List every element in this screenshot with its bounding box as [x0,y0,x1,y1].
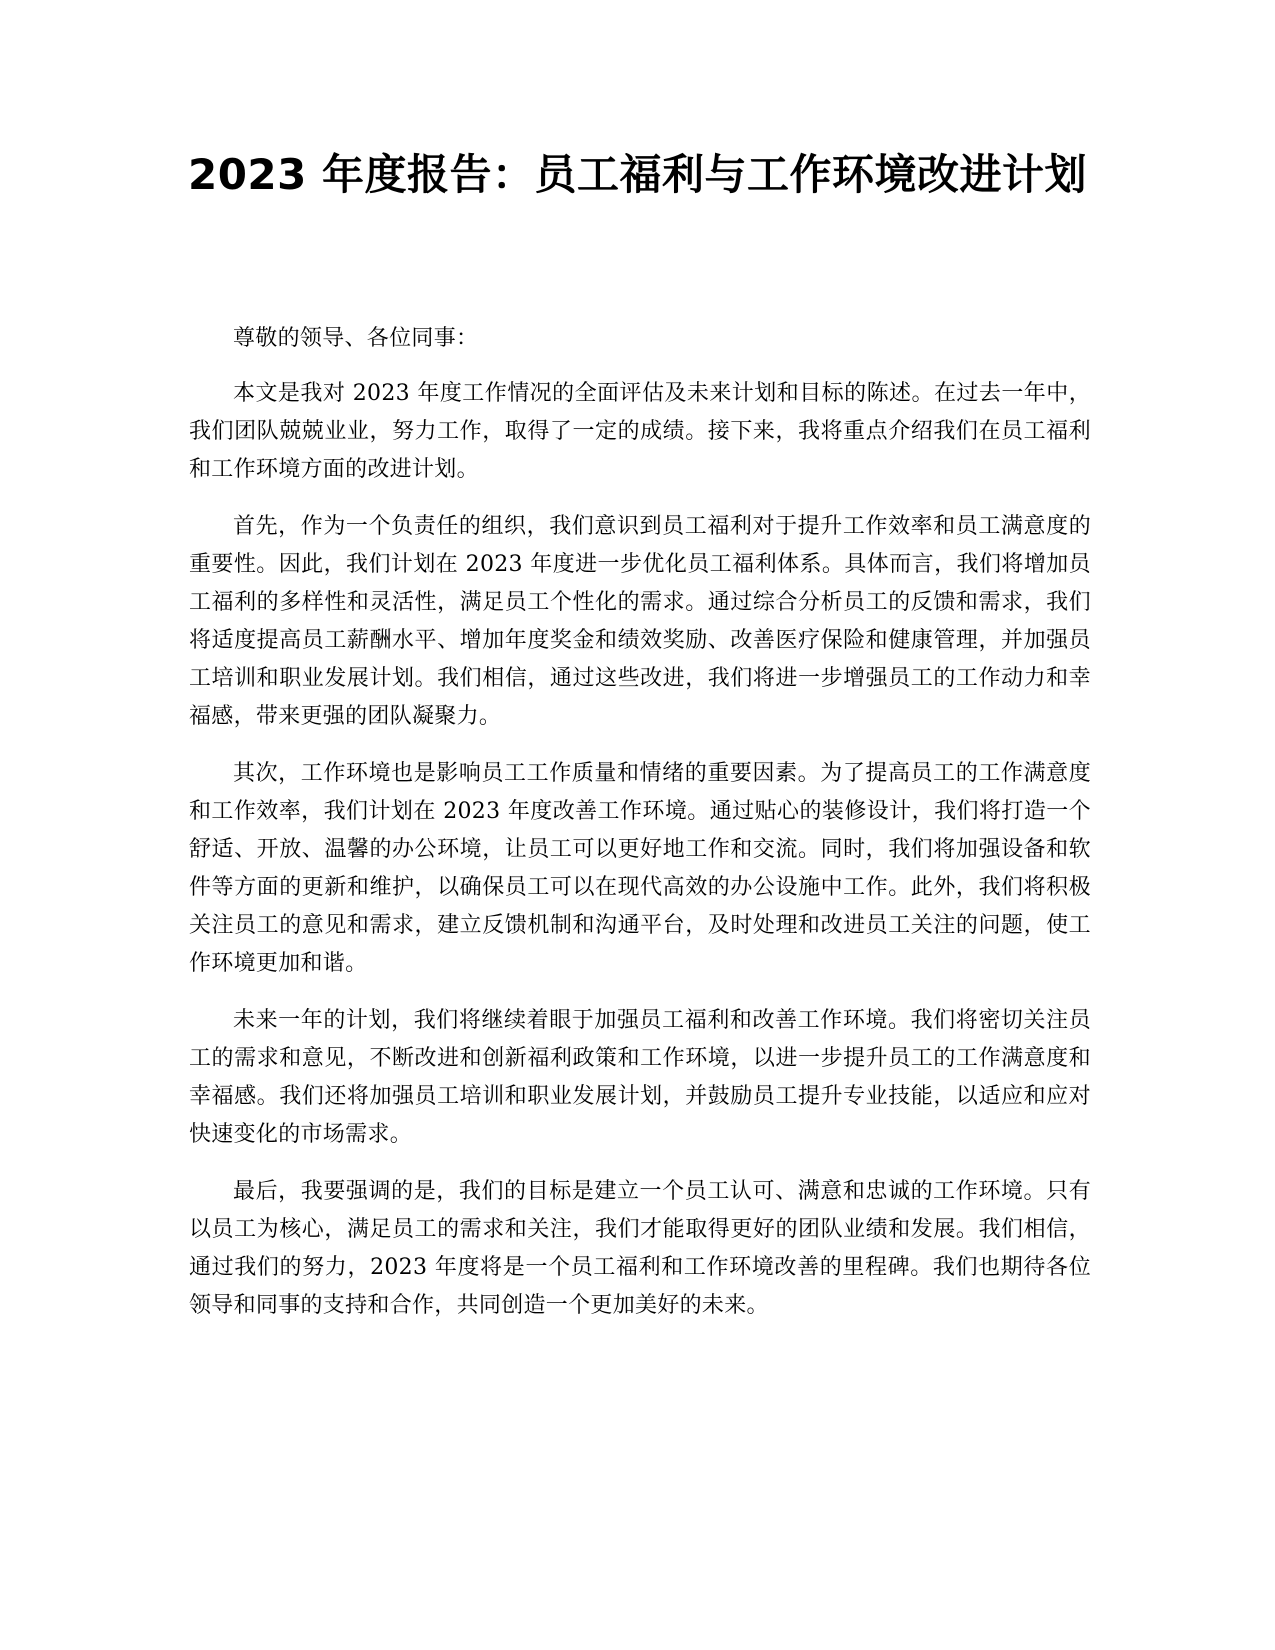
environment-paragraph: 其次，工作环境也是影响员工工作质量和情绪的重要因素。为了提高员工的工作满意度和工作效率，我们计划在 2023 年度改善工作环境。通过贴心的装修设计，我们将打造一个舒适、开放、温馨的办公环境，让员工可以更好地工作和交流。同时，我们将加强设备和软件等方面的更新和维护，以确保员工可以在现代高效的办公设施中工作。此外，我们将积极关注员工的意见和需求，建立反馈机制和沟通平台，及时处理和改进员工关注的问题，使工作环境更加和谐。 [189,761,1091,976]
conclusion-paragraph: 最后，我要强调的是，我们的目标是建立一个员工认可、满意和忠诚的工作环境。只有以员工为核心，满足员工的需求和关注，我们才能取得更好的团队业绩和发展。我们相信，通过我们的努力，2023 年度将是一个员工福利和工作环境改善的里程碑。我们也期待各位领导和同事的支持和合作，共同创造一个更加美好的未来。 [189,1179,1091,1318]
document-body [189,320,1091,1344]
intro-paragraph: 本文是我对 2023 年度工作情况的全面评估及未来计划和目标的陈述。在过去一年中，我们团队兢兢业业，努力工作，取得了一定的成绩。接下来，我将重点介绍我们在员工福利和工作环境方面的改进计划。 [189,381,1091,482]
greeting-paragraph: 尊敬的领导、各位同事： [233,326,479,351]
future-plan-paragraph: 未来一年的计划，我们将继续着眼于加强员工福利和改善工作环境。我们将密切关注员工的需求和意见，不断改进和创新福利政策和工作环境，以进一步提升员工的工作满意度和幸福感。我们还将加强员工培训和职业发展计划，并鼓励员工提升专业技能，以适应和应对快速变化的市场需求。 [189,1008,1091,1147]
document-title: 2023 年度报告：员工福利与工作环境改进计划 [187,150,1088,199]
welfare-paragraph: 首先，作为一个负责任的组织，我们意识到员工福利对于提升工作效率和员工满意度的重要性。因此，我们计划在 2023 年度进一步优化员工福利体系。具体而言，我们将增加员工福利的多样性和灵活性，满足员工个性化的需求。通过综合分析员工的反馈和需求，我们将适度提高员工薪酬水平、增加年度奖金和绩效奖励、改善医疗保险和健康管理，并加强员工培训和职业发展计划。我们相信，通过这些改进，我们将进一步增强员工的工作动力和幸福感，带来更强的团队凝聚力。 [189,514,1091,729]
